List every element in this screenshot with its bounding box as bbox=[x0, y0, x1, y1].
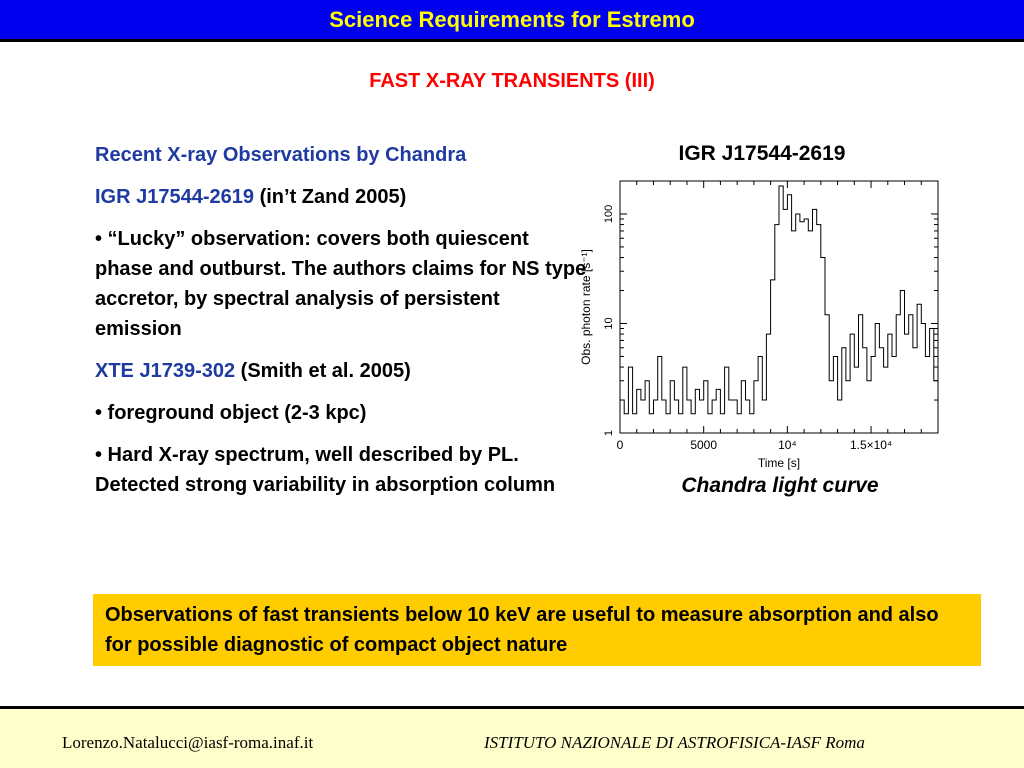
institute-name: ISTITUTO NAZIONALE DI ASTROFISICA-IASF Roma bbox=[484, 733, 865, 752]
x-tick-label: 1.5×10⁴ bbox=[849, 438, 893, 452]
slide-subtitle: FAST X-RAY TRANSIENTS (III) bbox=[369, 70, 655, 92]
left-column bbox=[95, 140, 590, 560]
source1-line bbox=[95, 182, 590, 212]
figure-title: IGR J17544-2619 bbox=[678, 142, 846, 165]
source2-line bbox=[95, 356, 590, 386]
source2-name: XTE J1739-302 bbox=[95, 360, 236, 382]
figure-caption: Chandra light curve bbox=[681, 474, 879, 497]
y-tick-label: 1 bbox=[603, 429, 615, 437]
x-axis-label: Time [s] bbox=[757, 456, 801, 470]
source1-name: IGR J17544-2619 bbox=[95, 186, 255, 208]
observations-heading: Recent X-ray Observations by Chandra bbox=[95, 144, 467, 166]
light-curve-figure bbox=[572, 175, 942, 475]
source1-ref: (in’t Zand 2005) bbox=[254, 186, 407, 208]
y-tick-label: 100 bbox=[603, 204, 615, 224]
bullet-lucky-observation: • “Lucky” observation: covers both quiescent phase and outburst. The authors claims for NS type accretor, by spectral analysis of persistent emission bbox=[95, 228, 587, 340]
x-tick-label: 0 bbox=[616, 438, 624, 452]
footer bbox=[0, 706, 1024, 768]
y-tick-label: 10 bbox=[603, 317, 615, 330]
light-curve-series bbox=[620, 186, 938, 414]
x-tick-label: 5000 bbox=[690, 438, 718, 452]
slide-title: Science Requirements for Estremo bbox=[329, 7, 695, 32]
conclusion-callout: Observations of fast transients below 10 keV are useful to measure absorption and also for possible diagnostic of compact object nature bbox=[93, 594, 981, 666]
bullet-foreground-object: • foreground object (2-3 kpc) bbox=[95, 402, 367, 424]
title-bar bbox=[0, 0, 1024, 42]
author-email: Lorenzo.Natalucci@iasf-roma.inaf.it bbox=[62, 733, 314, 752]
bullet-hard-xray-spectrum: • Hard X-ray spectrum, well described by PL. Detected strong variability in absorption column bbox=[95, 444, 556, 496]
x-tick-label: 10⁴ bbox=[778, 438, 797, 452]
light-curve-chart bbox=[572, 175, 942, 475]
source2-ref: (Smith et al. 2005) bbox=[235, 360, 411, 382]
y-axis-label: Obs. photon rate [s⁻¹] bbox=[579, 249, 593, 365]
